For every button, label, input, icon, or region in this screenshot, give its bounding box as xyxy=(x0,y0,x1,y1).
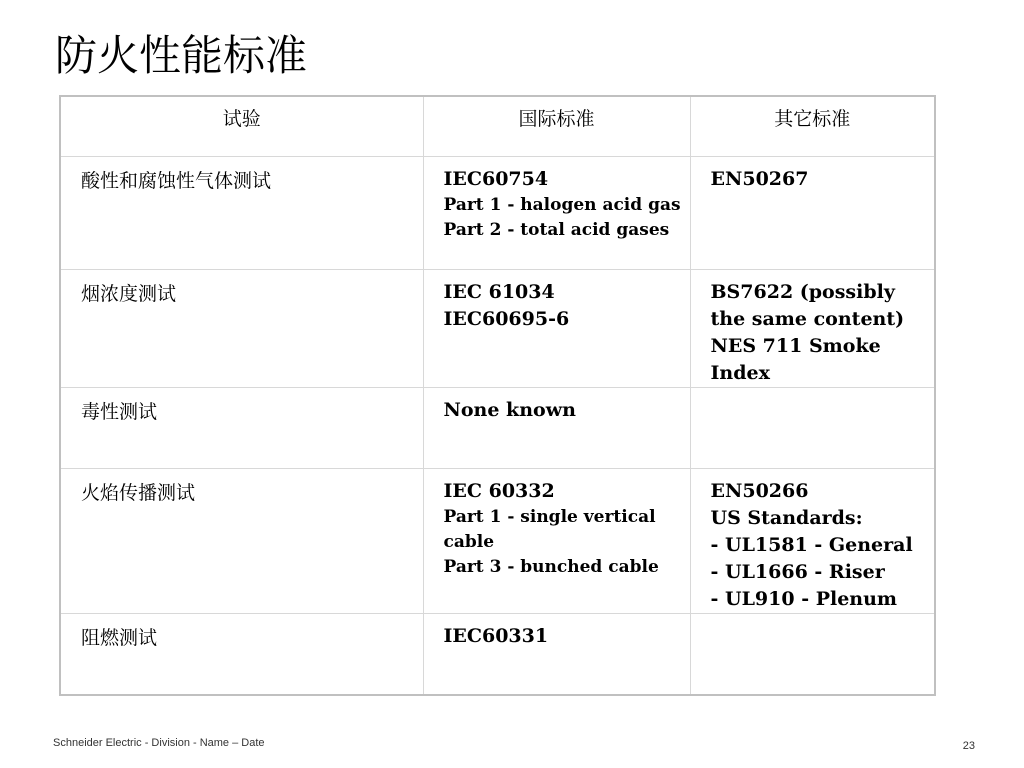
header-test: 试验 xyxy=(60,96,423,156)
other-standard-cell xyxy=(690,468,935,613)
standard-line: Part 1 - halogen acid gas xyxy=(443,194,681,215)
header-other-standard: 其它标准 xyxy=(690,96,935,156)
table-row xyxy=(60,156,935,269)
standard-line: BS7622 (possibly the same content) xyxy=(710,280,905,330)
international-standard-cell xyxy=(423,269,690,387)
table-row xyxy=(60,613,935,695)
international-standard-cell xyxy=(423,613,690,695)
other-standard-cell xyxy=(690,387,935,468)
test-name-cell: 烟浓度测试 xyxy=(60,269,423,387)
international-standard-cell xyxy=(423,387,690,468)
test-name-cell: 火焰传播测试 xyxy=(60,468,423,613)
standard-line: - UL1666 - Riser xyxy=(710,560,885,583)
standard-line: Part 1 - single vertical cable xyxy=(443,506,656,552)
header-international-standard: 国际标准 xyxy=(423,96,690,156)
other-standard-cell xyxy=(690,269,935,387)
standard-line: - UL1581 - General xyxy=(710,533,913,556)
page-number: 23 xyxy=(962,740,975,752)
standard-line: IEC60754 xyxy=(443,167,549,190)
standard-line: Part 3 - bunched cable xyxy=(443,556,659,577)
test-name-cell: 酸性和腐蚀性气体测试 xyxy=(60,156,423,269)
standard-line: NES 711 Smoke Index xyxy=(710,334,881,384)
standard-line: US Standards: xyxy=(710,506,863,529)
international-standard-cell xyxy=(423,468,690,613)
standard-line: None known xyxy=(443,398,576,421)
test-name-cell: 毒性测试 xyxy=(60,387,423,468)
other-standard-cell xyxy=(690,156,935,269)
standard-line: IEC60331 xyxy=(443,624,549,647)
other-standard-cell xyxy=(690,613,935,695)
standard-line: EN50266 xyxy=(710,479,809,502)
standard-line: - UL910 - Plenum xyxy=(710,587,898,610)
standard-line: Part 2 - total acid gases xyxy=(443,219,670,240)
table-row xyxy=(60,387,935,468)
international-standard-cell xyxy=(423,156,690,269)
table-header-row xyxy=(60,96,935,156)
standard-line: IEC60695-6 xyxy=(443,307,570,330)
fire-standards-table xyxy=(59,95,936,696)
standard-line: IEC 61034 xyxy=(443,280,555,303)
standard-line: IEC 60332 xyxy=(443,479,555,502)
table-row xyxy=(60,269,935,387)
test-name-cell: 阻燃测试 xyxy=(60,613,423,695)
footer-text: Schneider Electric - Division - Name – Date xyxy=(53,737,265,749)
slide-title: 防火性能标准 xyxy=(55,31,308,80)
table-row xyxy=(60,468,935,613)
standard-line: EN50267 xyxy=(710,167,809,190)
